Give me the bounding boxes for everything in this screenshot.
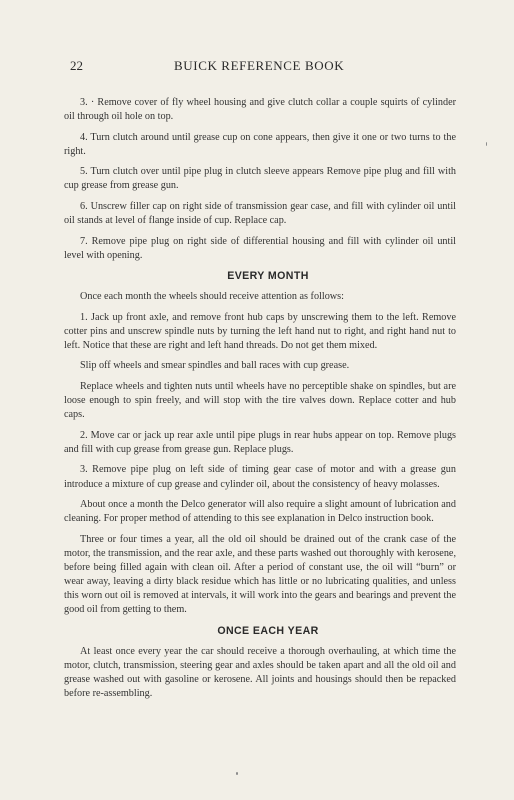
paragraph-step-5: 5. Turn clutch over until pipe plug in clutch sleeve appears Remove pipe plug and fill with cup grease from grease gun. xyxy=(64,166,456,192)
page-header xyxy=(70,58,450,78)
section-heading-every-month: EVERY MONTH xyxy=(227,270,309,283)
page-body xyxy=(64,96,456,707)
paragraph-step-3: 3. · Remove cover of fly wheel housing and give clutch collar a couple squirts of cylinder oil through oil hole on top. xyxy=(64,97,456,123)
paragraph-month-step-1: 1. Jack up front axle, and remove front hub caps by unscrewing them to the left. Remove cotter pins and unscrew spindle nuts by turning the left hand nut to right, and right hand nut to left. Notice that these are right and left hand threads. Do not get them mixed. xyxy=(64,311,456,351)
paragraph-slip-wheels: Slip off wheels and smear spindles and ball races with cup grease. xyxy=(80,360,350,372)
paragraph-step-6: 6. Unscrew filler cap on right side of transmission gear case, and fill with cylinder oil until oil stands at level of flange inside of cup. Replace cap. xyxy=(64,201,456,227)
paragraph-oil-drain: Three or four times a year, all the old oil should be drained out of the crank case of the motor, the transmission, and the rear axle, and these parts washed out thoroughly with kerosene, before being filled again with clean oil. After a period of constant use, the oil will “burn” or wear away, leaving a dirty black residue which has little or no lubricating qualities, and unless this worn out oil is removed at intervals, it will work into the gears and bearings and prevent the good oil from getting to them. xyxy=(64,533,456,616)
paragraph-month-step-2: 2. Move car or jack up rear axle until pipe plugs in rear hubs appear on top. Remove plugs and fill with cup grease from grease gun. Replace plugs. xyxy=(64,429,456,455)
paragraph-month-intro: Once each month the wheels should receive attention as follows: xyxy=(80,291,344,303)
page-number: 22 xyxy=(70,58,83,73)
section-heading-once-each-year: ONCE EACH YEAR xyxy=(217,624,319,637)
running-title: BUICK REFERENCE BOOK xyxy=(174,58,345,73)
paper-speck xyxy=(486,142,487,146)
paragraph-yearly-overhaul: At least once every year the car should receive a thorough overhauling, at which time the motor, clutch, transmission, steering gear and axles should be taken apart and all the old oil and grease washed out with gasoline or kerosene. All joints and housings should then be repacked before re-assembling. xyxy=(64,645,456,699)
paper-speck xyxy=(236,772,238,775)
paragraph-step-4: 4. Turn clutch around until grease cup on cone appears, then give it one or two turns to the right. xyxy=(64,131,456,157)
paragraph-month-step-3: 3. Remove pipe plug on left side of timing gear case of motor and with a grease gun introduce a mixture of cup grease and cylinder oil, about the consistency of heavy molasses. xyxy=(64,464,456,490)
paragraph-delco: About once a month the Delco generator will also require a slight amount of lubrication and cleaning. For proper method of attending to this see explanation in Delco instruction book. xyxy=(64,499,456,525)
paragraph-step-7: 7. Remove pipe plug on right side of differential housing and fill with cylinder oil until level with opening. xyxy=(64,235,456,261)
paragraph-replace-wheels: Replace wheels and tighten nuts until wheels have no perceptible shake on spindles, but are loose enough to spin freely, and will stop with the tire valves down. Replace cotter and hub caps. xyxy=(64,381,456,421)
